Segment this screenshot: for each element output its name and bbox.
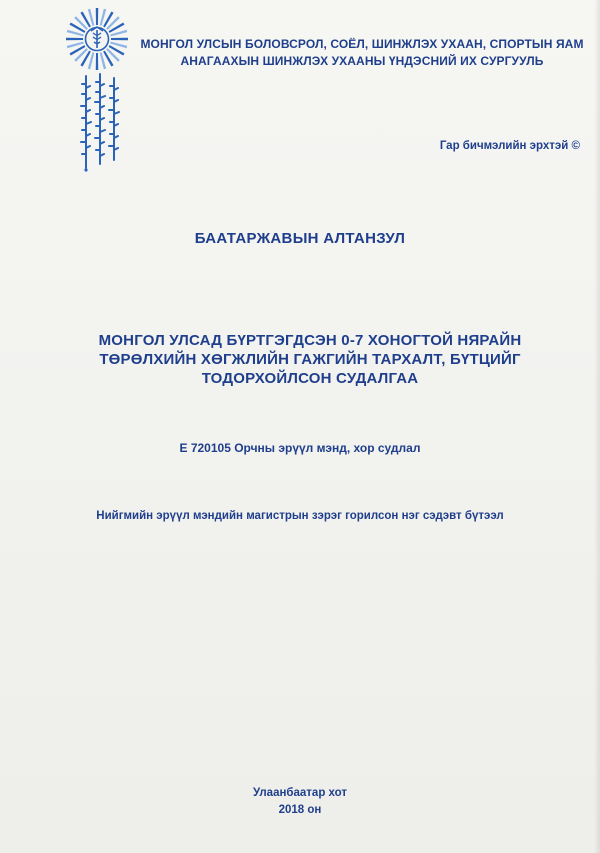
- ministry-university-header: [132, 36, 592, 70]
- emblem-ray: [96, 53, 98, 70]
- emblem-ray: [111, 38, 128, 40]
- thesis-title-line-3: ТОДОРХОЙЛСОН СУДАЛГАА: [201, 370, 419, 387]
- place-and-year: [0, 785, 600, 819]
- year: 2018 он: [278, 804, 322, 816]
- emblem-ray: [66, 38, 83, 40]
- university-emblem-icon: [64, 6, 130, 72]
- city: Улаанбаатар хот: [252, 787, 348, 799]
- author-name: БААТАРЖАВЫН АЛТАНЗУЛ: [194, 230, 406, 247]
- thesis-title-line-1: МОНГОЛ УЛСАД БҮРТГЭГДСЭН 0-7 ХОНОГТОЙ НЯРАЙН: [98, 332, 522, 349]
- mongolian-script-motto: [72, 72, 128, 172]
- degree-statement: Нийгмийн эрүүл мэндийн магистрын зэрэг горилсон нэг сэдэвт бүтээл: [96, 510, 504, 522]
- emblem-ray: [96, 8, 98, 25]
- ministry-name: МОНГОЛ УЛСЫН БОЛОВСРОЛ, СОЁЛ, ШИНЖЛЭХ УХААН, СПОРТЫН ЯАМ: [140, 37, 584, 51]
- university-name: АНАГААХЫН ШИНЖЛЭХ УХААНЫ ҮНДЭСНИЙ ИХ СУРГУУЛЬ: [180, 54, 544, 68]
- copyright-notice: Гар бичмэлийн эрхтэй ©: [439, 140, 580, 152]
- thesis-title: [40, 331, 580, 388]
- specialty-code: Е 720105 Орчны эрүүл мэнд, хор судлал: [179, 441, 421, 455]
- thesis-title-line-2: ТӨРӨЛХИЙН ХӨГЖЛИЙН ГАЖГИЙН ТАРХАЛТ, БҮТЦИЙГ: [99, 351, 521, 368]
